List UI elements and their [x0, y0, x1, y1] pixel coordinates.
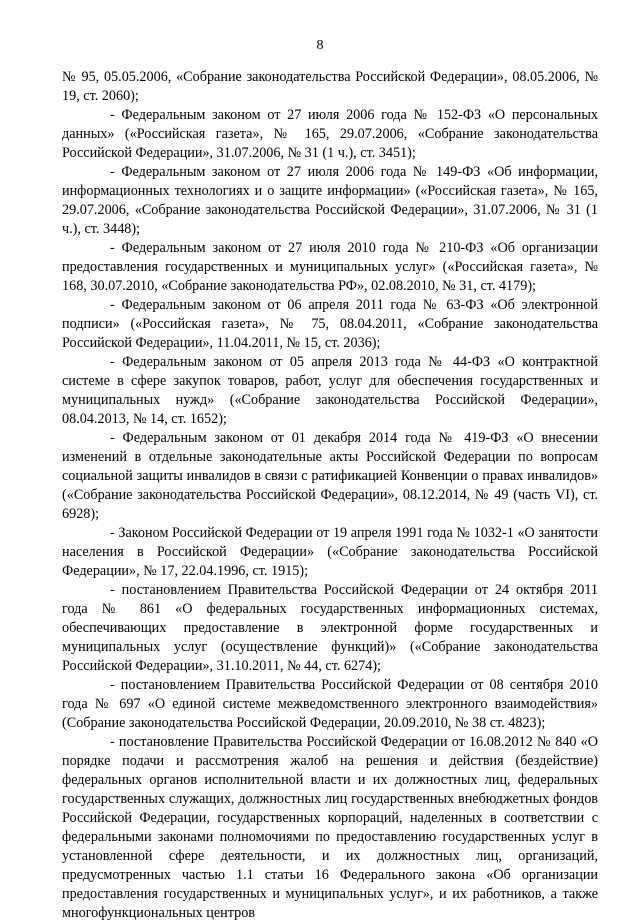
paragraph-law-1032-1: - Законом Российской Федерации от 19 апреля 1991 года № 1032-1 «О занятости населения в Российской Федерации» («Собрание законодательства Российской Федерации», № 17, 22.04.1996, ст. 1915); [62, 525, 598, 579]
paragraph-resolution-697: - постановлением Правительства Российской Федерации от 08 сентября 2010 года № 697 «О единой системе межведомственного электронного взаимодействия» (Собрание законодательства Российской Федерации, 20.09.2010, № 38 ст. 4823); [62, 677, 598, 731]
paragraph-law-44-fz: - Федеральным законом от 05 апреля 2013 года № 44-ФЗ «О контрактной системе в сфере закупок товаров, работ, услуг для обеспечения государственных и муниципальных нужд» («Собрание законодательства Российской Федерации», 08.04.2013, № 14, ст. 1652); [62, 354, 598, 427]
paragraph-law-210-fz: - Федеральным законом от 27 июля 2010 года № 210-ФЗ «Об организации предоставления государственных и муниципальных услуг» («Российская газета», № 168, 30.07.2010, «Собрание законодательства РФ», 02.08.2010, № 31, ст. 4179); [62, 240, 598, 294]
paragraph-resolution-861: - постановлением Правительства Российской Федерации от 24 октября 2011 года № 861 «О федеральных государственных информационных системах, обеспечивающих предоставление в электронной форме государственных и муниципальных услуг (осуществление функций)» («Собрание законодательства Российской Федерации», 31.10.2011, № 44, ст. 6274); [62, 582, 598, 674]
paragraph-continuation: № 95, 05.05.2006, «Собрание законодательства Российской Федерации», 08.05.2006, № 19, ст. 2060); [62, 69, 598, 104]
paragraph-law-419-fz: - Федеральным законом от 01 декабря 2014 года № 419-ФЗ «О внесении изменений в отдельные законодательные акты Российской Федерации по вопросам социальной защиты инвалидов в связи с ратификацией Конвенции о правах инвалидов» («Собрание законодательства Российской Федерации», 08.12.2014, № 49 (часть VI), ст. 6928); [62, 430, 598, 522]
paragraph-law-152-fz: - Федеральным законом от 27 июля 2006 года № 152-ФЗ «О персональных данных» («Российская газета», № 165, 29.07.2006, «Собрание законодательства Российской Федерации», 31.07.2006, № 31 (1 ч.), ст. 3451); [62, 107, 598, 161]
paragraph-resolution-840: - постановление Правительства Российской Федерации от 16.08.2012 № 840 «О порядке подачи и рассмотрения жалоб на решения и действия (бездействие) федеральных органов исполнительной власти и их должностных лиц, федеральных государственных служащих, должностных лиц государственных внебюджетных фондов Российской Федерации, государственных корпораций, наделенных в соответствии с федеральными законами полномочиями по предоставлению государственных услуг в установленной сфере деятельности, и их должностных лиц, организаций, предусмотренных частью 1.1 статьи 16 Федерального закона «Об организации предоставления государственных и муниципальных услуг», и их работников, а также многофункциональных центров [62, 734, 598, 921]
paragraph-law-149-fz: - Федеральным законом от 27 июля 2006 года № 149-ФЗ «Об информации, информационных технологиях и о защите информации» («Российская газета», № 165, 29.07.2006, «Собрание законодательства Российской Федерации», 31.07.2006, № 31 (1 ч.), ст. 3448); [62, 164, 598, 237]
document-body [62, 68, 598, 923]
page-number: 8 [316, 38, 324, 53]
paragraph-law-63-fz: - Федеральным законом от 06 апреля 2011 года № 63-ФЗ «Об электронной подписи» («Российская газета», № 75, 08.04.2011, «Собрание законодательства Российской Федерации», 11.04.2011, № 15, ст. 2036); [62, 297, 598, 351]
